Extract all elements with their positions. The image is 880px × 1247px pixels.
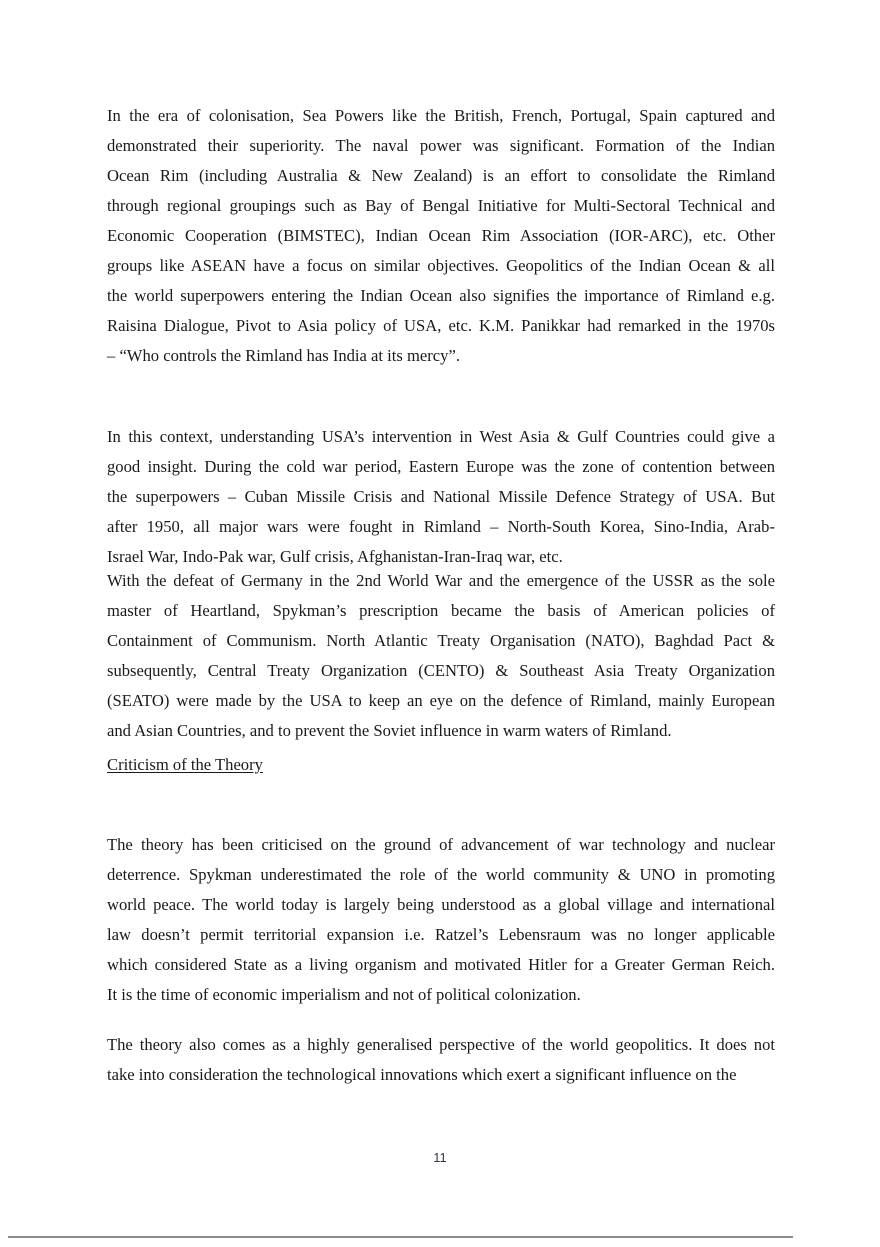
text-line: master of Heartland, Spykman’s prescription became the basis of American policies of (107, 601, 775, 620)
footer-divider (8, 1236, 793, 1238)
text-line: which considered State as a living organism and motivated Hitler for a Greater German Reich. (107, 955, 775, 974)
paragraph-sea-powers (107, 101, 775, 371)
text-line: Containment of Communism. North Atlantic Treaty Organisation (NATO), Baghdad Pact & (107, 631, 775, 650)
text-line: (SEATO) were made by the USA to keep an eye on the defence of Rimland, mainly European (107, 691, 775, 710)
text-line: good insight. During the cold war period, Eastern Europe was the zone of contention between (107, 457, 775, 476)
text-line: It is the time of economic imperialism and not of political colonization. (107, 985, 581, 1004)
paragraph-containment (107, 566, 775, 746)
text-line: the superpowers – Cuban Missile Crisis and National Missile Defence Strategy of USA. But (107, 487, 775, 506)
text-line: With the defeat of Germany in the 2nd World War and the emergence of the USSR as the sole (107, 571, 775, 590)
text-line: subsequently, Central Treaty Organization (CENTO) & Southeast Asia Treaty Organization (107, 661, 775, 680)
section-heading-criticism: Criticism of the Theory (107, 755, 263, 774)
page-number: 11 (433, 1150, 447, 1165)
text-line: the world superpowers entering the Indian Ocean also signifies the importance of Rimland e.g. (107, 286, 775, 305)
paragraph-usa-intervention (107, 422, 775, 572)
text-line: after 1950, all major wars were fought in Rimland – North-South Korea, Sino-India, Arab- (107, 517, 775, 536)
text-line: In the era of colonisation, Sea Powers like the British, French, Portugal, Spain captured and (107, 106, 775, 125)
text-line: demonstrated their superiority. The naval power was significant. Formation of the Indian (107, 136, 775, 155)
text-line: groups like ASEAN have a focus on similar objectives. Geopolitics of the Indian Ocean & all (107, 256, 775, 275)
text-line: The theory has been criticised on the ground of advancement of war technology and nuclear (107, 835, 775, 854)
text-line: take into consideration the technological innovations which exert a significant influence on the (107, 1065, 737, 1084)
text-line: law doesn’t permit territorial expansion i.e. Ratzel’s Lebensraum was no longer applicable (107, 925, 775, 944)
text-line: Raisina Dialogue, Pivot to Asia policy of USA, etc. K.M. Panikkar had remarked in the 1970s (107, 316, 775, 335)
text-line: Economic Cooperation (BIMSTEC), Indian Ocean Rim Association (IOR-ARC), etc. Other (107, 226, 775, 245)
text-line: world peace. The world today is largely being understood as a global village and international (107, 895, 775, 914)
text-line: deterrence. Spykman underestimated the role of the world community & UNO in promoting (107, 865, 775, 884)
text-line: In this context, understanding USA’s intervention in West Asia & Gulf Countries could give a (107, 427, 775, 446)
text-line: – “Who controls the Rimland has India at its mercy”. (107, 346, 460, 365)
text-line: The theory also comes as a highly generalised perspective of the world geopolitics. It does not (107, 1035, 775, 1054)
text-line: Ocean Rim (including Australia & New Zealand) is an effort to consolidate the Rimland (107, 166, 775, 185)
paragraph-criticism (107, 830, 775, 1010)
text-line: Israel War, Indo-Pak war, Gulf crisis, Afghanistan-Iran-Iraq war, etc. (107, 547, 563, 566)
text-line: through regional groupings such as Bay of Bengal Initiative for Multi-Sectoral Technical and (107, 196, 775, 215)
text-line: and Asian Countries, and to prevent the Soviet influence in warm waters of Rimland. (107, 721, 672, 740)
paragraph-generalised-perspective (107, 1030, 775, 1090)
